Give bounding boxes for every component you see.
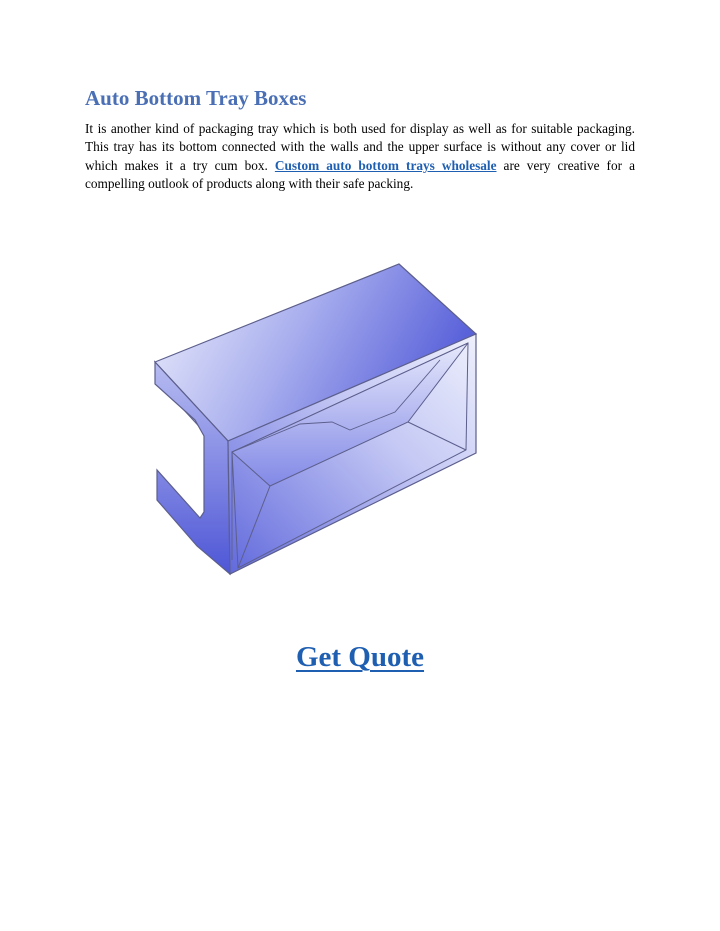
section-title: Auto Bottom Tray Boxes: [85, 86, 307, 110]
box-inner-notch: [232, 360, 440, 452]
paragraph-text-after-link: are very creative for a compelling outlook of products along with their safe packing.: [85, 157, 635, 192]
paragraph-text-before-link: It is another kind of packaging tray which is both used for display as well as for suitable packaging. This tray has its bottom connected with the walls and the upper surface is without any cover or lid which makes it a try cum box.: [85, 121, 635, 173]
box-inner-fold-line-right: [408, 422, 466, 450]
box-inner-opening: [232, 343, 468, 568]
custom-trays-link[interactable]: Custom auto bottom trays wholesale: [274, 157, 497, 173]
get-quote-wrapper: [0, 638, 720, 676]
box-front-panel: [228, 334, 476, 574]
box-left-wall: [155, 362, 230, 574]
section-paragraph: [85, 120, 635, 194]
get-quote-link[interactable]: Get Quote: [295, 641, 425, 673]
box-top-panel: [155, 264, 476, 441]
box-left-tab-top: [155, 362, 228, 448]
box-tray-bottom: [232, 343, 468, 486]
box-inner-fold-line: [238, 486, 270, 568]
